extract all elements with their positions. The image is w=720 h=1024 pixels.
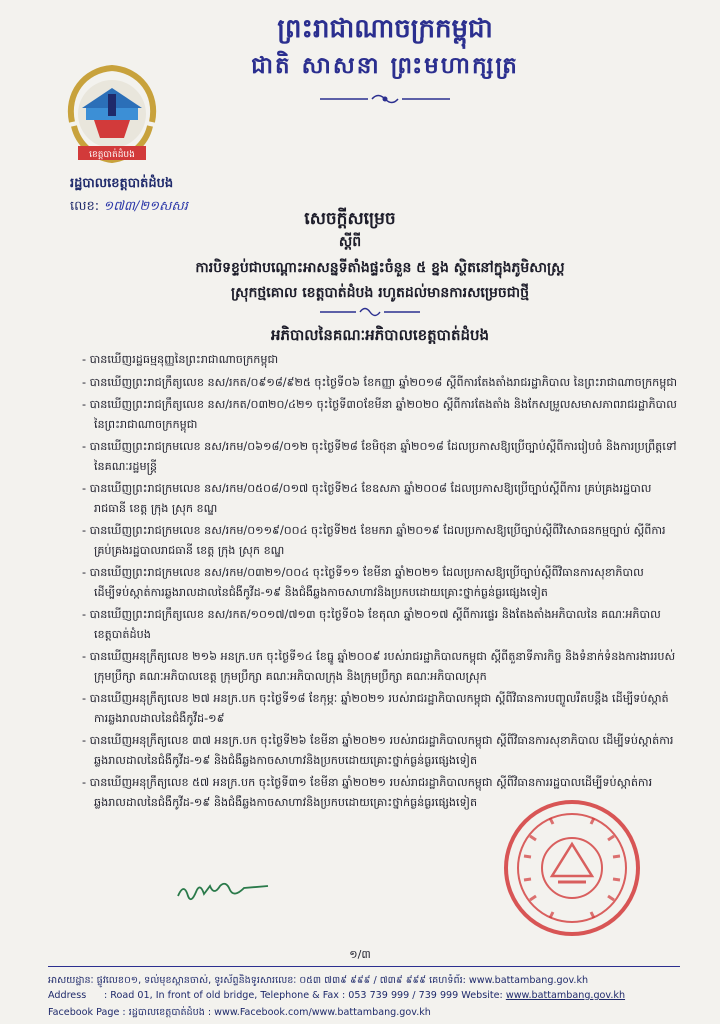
list-item: - បានឃើញព្រះរាជក្រឹត្យលេខ នស/រកត/០៣២០/៤២១ ចុះថ្ងៃទី៣០ខែមីនា ឆ្នាំ២០២០ ស្ដីពីការតែងតាំង និងកែសម្រួលសមាសភាពរាជរដ្ឋាភិបាលនៃព្រះរាជាណាចក្រកម្ពុជា <box>82 398 677 431</box>
list-item: - បានឃើញព្រះរាជក្រមលេខ នស/រកម/០១១៩/០០៤ ចុះថ្ងៃទី២៥ ខែមករា ឆ្នាំ២០១៩ ដែលប្រកាសឱ្យប្រើច្បាប់ស្ដីពីវិសោធនកម្មច្បាប់ ស្ដីពីការគ្រប់គ្រងរដ្ឋបាលរាជធានី ខេត្ត ក្រុង ស្រុក ខណ្ឌ <box>82 524 666 557</box>
list-item: - បានឃើញព្រះរាជក្រឹត្យលេខ នស/រកត/១០១៧/៧១៣ ចុះថ្ងៃទី០៦ ខែតុលា ឆ្នាំ២០១៧ ស្ដីពីការផ្ទេរ និងតែងតាំងអភិបាលនៃ គណៈអភិបាលខេត្តបាត់ដំបង <box>82 608 661 641</box>
list-item: - បានឃើញអនុក្រឹត្យលេខ ៥៧ អនក្រ.បក ចុះថ្ងៃទី៣១ ខែមីនា ឆ្នាំ២០២១ របស់រាជរដ្ឋាភិបាលកម្ពុជា ស្ដីពីវិធានការរដ្ឋបាលដើម្បីទប់ស្កាត់ការឆ្លងរាលដាលនៃជំងឺកូវីដ-១៩ និងជំងឺឆ្លងកាចសាហាវនិងប្រកបដោយគ្រោះថ្នាក់ធ្ងន់ធ្ងរផ្សេងទៀត <box>82 776 653 809</box>
website-link[interactable]: www.battambang.gov.kh <box>505 990 626 1001</box>
page-number: ១/៣ <box>349 948 371 961</box>
footer-divider <box>48 966 680 967</box>
document-number-label: លេខ: <box>70 199 100 214</box>
list-item: - បានឃើញអនុក្រឹត្យលេខ ២៧ អនក្រ.បក ចុះថ្ងៃទី១៨ ខែកុម្ភៈ ឆ្នាំ២០២១ របស់រាជរដ្ឋាភិបាលកម្ពុជា ស្ដីពីវិធានការបញ្ចូលរឹតបន្ដឹង ដើម្បីទប់ស្កាត់ការឆ្លងរាលដាលនៃជំងឺកូវីដ-១៩ <box>82 692 669 725</box>
kingdom-heading: ព្រះរាជាណាចក្រកម្ពុជា <box>277 14 493 44</box>
list-item: - បានឃើញអនុក្រឹត្យលេខ ២១៦ អនក្រ.បក ចុះថ្ងៃទី១៤ ខែធ្នូ ឆ្នាំ២០០៩ របស់រាជរដ្ឋាភិបាលកម្ពុជា ស្ដីពីតួនាទីភារកិច្ច និងទំនាក់ទំនងការងាររបស់ក្រុមប្រឹក្សា គណៈអភិបាលខេត្ត ក្រុមប្រឹក្សា គណៈអភិបាលក្រុង និងក្រុមប្រឹក្សា គណៈអភិបាលស្រុក <box>82 650 676 683</box>
footer-khmer-address: អាសយដ្ឋានៈ ផ្លូវលេខ០១, ទល់មុខស្ពានចាស់, ទូរស័ព្ទនិងទូរសារលេខៈ ០៥៣ ៧៣៩ ៩៩៩ / ៧៣៩ ៩៩៩ គេហទំព័រ: www.battambang.gov.kh <box>48 975 589 986</box>
list-item: - បានឃើញព្រះរាជក្រមលេខ នស/រកម/០៣២១/០០៤ ចុះថ្ងៃទី១១ ខែមីនា ឆ្នាំ២០២១ ដែលប្រកាសឱ្យប្រើច្បាប់ស្ដីពីវិធានការសុខាភិបាលដើម្បីទប់ស្កាត់ការឆ្លងរាលដាលនៃជំងឺកូវីដ-១៩ និងជំងឺឆ្លងកាចសាហាវនិងប្រកបដោយគ្រោះថ្នាក់ធ្ងន់ធ្ងរផ្សេងទៀត <box>82 566 644 599</box>
list-item: - បានឃើញអនុក្រឹត្យលេខ ៣៧ អនក្រ.បក ចុះថ្ងៃទី២៦ ខែមីនា ឆ្នាំ២០២១ របស់រាជរដ្ឋាភិបាលកម្ពុជា ស្ដីពីវិធានការសុខាភិបាល ដើម្បីទប់ស្កាត់ការឆ្លងរាលដាលនៃជំងឺកូវីដ-១៩ និងជំងឺឆ្លងកាចសាហាវនិងប្រកបដោយគ្រោះថ្នាក់ធ្ងន់ធ្ងរផ្សេងទៀត <box>82 734 674 767</box>
title-ornament <box>320 305 420 319</box>
official-seal-stamp-icon <box>500 796 644 940</box>
footer-facebook[interactable]: Facebook Page : រដ្ឋបាលខេត្តបាត់ដំបង : www.Facebook.com/www.battambang.gov.kh <box>48 1007 431 1018</box>
footer-english-address <box>48 990 688 1001</box>
address-label: Address <box>48 990 87 1001</box>
document-number <box>70 198 188 217</box>
list-item: - បានឃើញព្រះរាជក្រឹត្យលេខ នស/រកត/០៩១៨/៩២៥ ចុះថ្ងៃទី០៦ ខែកញ្ញា ឆ្នាំ២០១៨ ស្ដីពីការតែងតាំងរាជរដ្ឋាភិបាល នៃព្រះរាជាណាចក្រកម្ពុជា <box>82 375 678 389</box>
decision-subject-line-1: ការបិទខ្ទប់ជាបណ្ដោះអាសន្នទីតាំងផ្ទះចំនួន ៥ ខ្នង ស្ថិតនៅក្នុងភូមិសាស្ត្រ <box>195 260 565 276</box>
legal-basis-list <box>82 350 678 815</box>
decision-subject-line-2: ស្រុកថ្មគោល ខេត្តបាត់ដំបង រហូតដល់មានការសម្រេចជាថ្មី <box>230 285 530 301</box>
list-item: - បានឃើញរដ្ឋធម្មនុញ្ញនៃព្រះរាជាណាចក្រកម្ពុជា <box>82 353 279 366</box>
emblem-caption: ខេត្តបាត់ដំបង <box>89 150 135 160</box>
document-number-value: ១៧៣/២១សសរ <box>103 199 188 214</box>
national-motto: ជាតិ សាសនា ព្រះមហាក្សត្រ <box>251 52 519 79</box>
address-text: : Road 01, In front of old bridge, Telephone & Fax : 053 739 999 / 739 999 Website: <box>104 990 506 1001</box>
decision-title: សេចក្ដីសម្រេច <box>304 209 396 229</box>
list-item: - បានឃើញព្រះរាជក្រមលេខ នស/រកម/០៥០៨/០១៧ ចុះថ្ងៃទី២៤ ខែឧសភា ឆ្នាំ២០០៨ ដែលប្រកាសឱ្យប្រើច្បាប់ស្ដីពីការ គ្រប់គ្រងរដ្ឋបាលរាជធានី ខេត្ត ក្រុង ស្រុក ខណ្ឌ <box>82 482 652 515</box>
heading-ornament <box>320 92 450 106</box>
list-item: - បានឃើញព្រះរាជក្រមលេខ នស/រកម/០៦១៨/០១២ ចុះថ្ងៃទី២៨ ខែមិថុនា ឆ្នាំ២០១៨ ដែលប្រកាសឱ្យប្រើច្បាប់ស្ដីពីការរៀបចំ និងការប្រព្រឹត្តទៅនៃគណៈរដ្ឋមន្ត្រី <box>82 440 677 473</box>
decision-about: ស្ដីពី <box>338 234 362 250</box>
battambang-province-emblem-icon <box>64 64 160 176</box>
authority-heading: អភិបាលនៃគណៈអភិបាលខេត្តបាត់ដំបង <box>270 326 490 344</box>
initials-signature-icon <box>174 878 274 906</box>
issuing-authority: រដ្ឋបាលខេត្តបាត់ដំបង <box>70 176 174 191</box>
